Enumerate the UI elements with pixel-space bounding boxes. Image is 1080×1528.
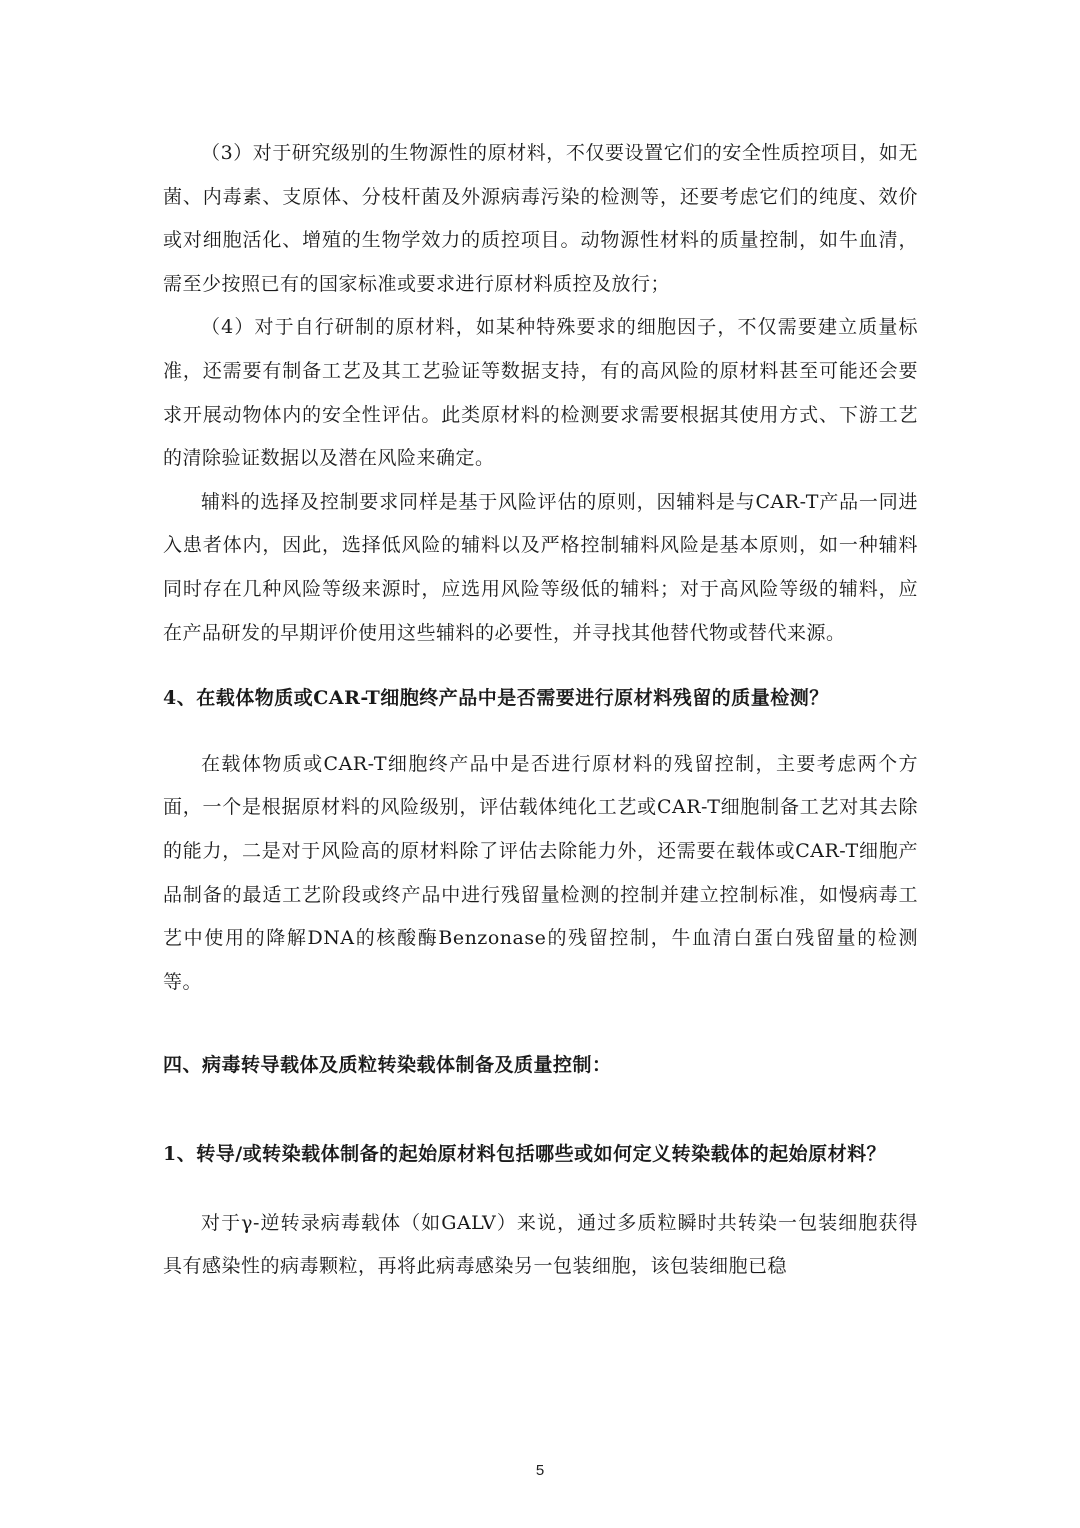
spacer	[163, 1088, 918, 1128]
question-1-heading: 1、转导/或转染载体制备的起始原材料包括哪些或如何定义转染载体的起始原材料？	[163, 1142, 887, 1165]
spacer	[163, 1004, 918, 1044]
spacer	[163, 1180, 918, 1202]
section-4-heading: 四、病毒转导载体及质粒转染载体制备及质量控制：	[163, 1054, 612, 1077]
question-4-heading: 4、在载体物质或CAR-T细胞终产品中是否需要进行原材料残留的质量检测？	[163, 687, 829, 710]
paragraph-excipients: 辅料的选择及控制要求同样是基于风险评估的原则，因辅料是与CAR-T产品一同进入患者体内，因此，选择低风险的辅料以及严格控制辅料风险是基本原则，如一种辅料同时存在几种风险等级来源时，应选用风险等级低的辅料；对于高风险等级的辅料，应在产品研发的早期评价使用这些辅料的必要性，并寻找其他替代物或替代来源。	[163, 490, 918, 644]
paragraph-item-4: （4）对于自行研制的原材料，如某种特殊要求的细胞因子，不仅需要建立质量标准，还需要有制备工艺及其工艺验证等数据支持，有的高风险的原材料甚至可能还会要求开展动物体内的安全性评估。此类原材料的检测要求需要根据其使用方式、下游工艺的清除验证数据以及潜在风险来确定。	[163, 316, 918, 470]
question-4-answer: 在载体物质或CAR-T细胞终产品中是否进行原材料的残留控制，主要考虑两个方面，一个是根据原材料的风险级别，评估载体纯化工艺或CAR-T细胞制备工艺对其去除的能力，二是对于风险高的原材料除了评估去除能力外，还需要在载体或CAR-T细胞产品制备的最适工艺阶段或终产品中进行残留量检测的控制并建立控制标准，如慢病毒工艺中使用的降解DNA的核酸酶Benzonase的残留控制，牛血清白蛋白残留量的检测等。	[163, 752, 918, 993]
question-1-answer: 对于γ-逆转录病毒载体（如GALV）来说，通过多质粒瞬时共转染一包装细胞获得具有感染性的病毒颗粒，再将此病毒感染另一包装细胞，该包装细胞已稳	[163, 1211, 918, 1278]
paragraph-item-3: （3）对于研究级别的生物源性的原材料，不仅要设置它们的安全性质控项目，如无菌、内毒素、支原体、分枝杆菌及外源病毒污染的检测等，还要考虑它们的纯度、效价或对细胞活化、增殖的生物学效力的质控项目。动物源性材料的质量控制，如牛血清，需至少按照已有的国家标准或要求进行原材料质控及放行；	[163, 142, 918, 295]
document-body	[163, 132, 918, 1289]
page-number: 5	[535, 1462, 545, 1479]
spacer	[163, 655, 918, 677]
spacer	[163, 721, 918, 743]
